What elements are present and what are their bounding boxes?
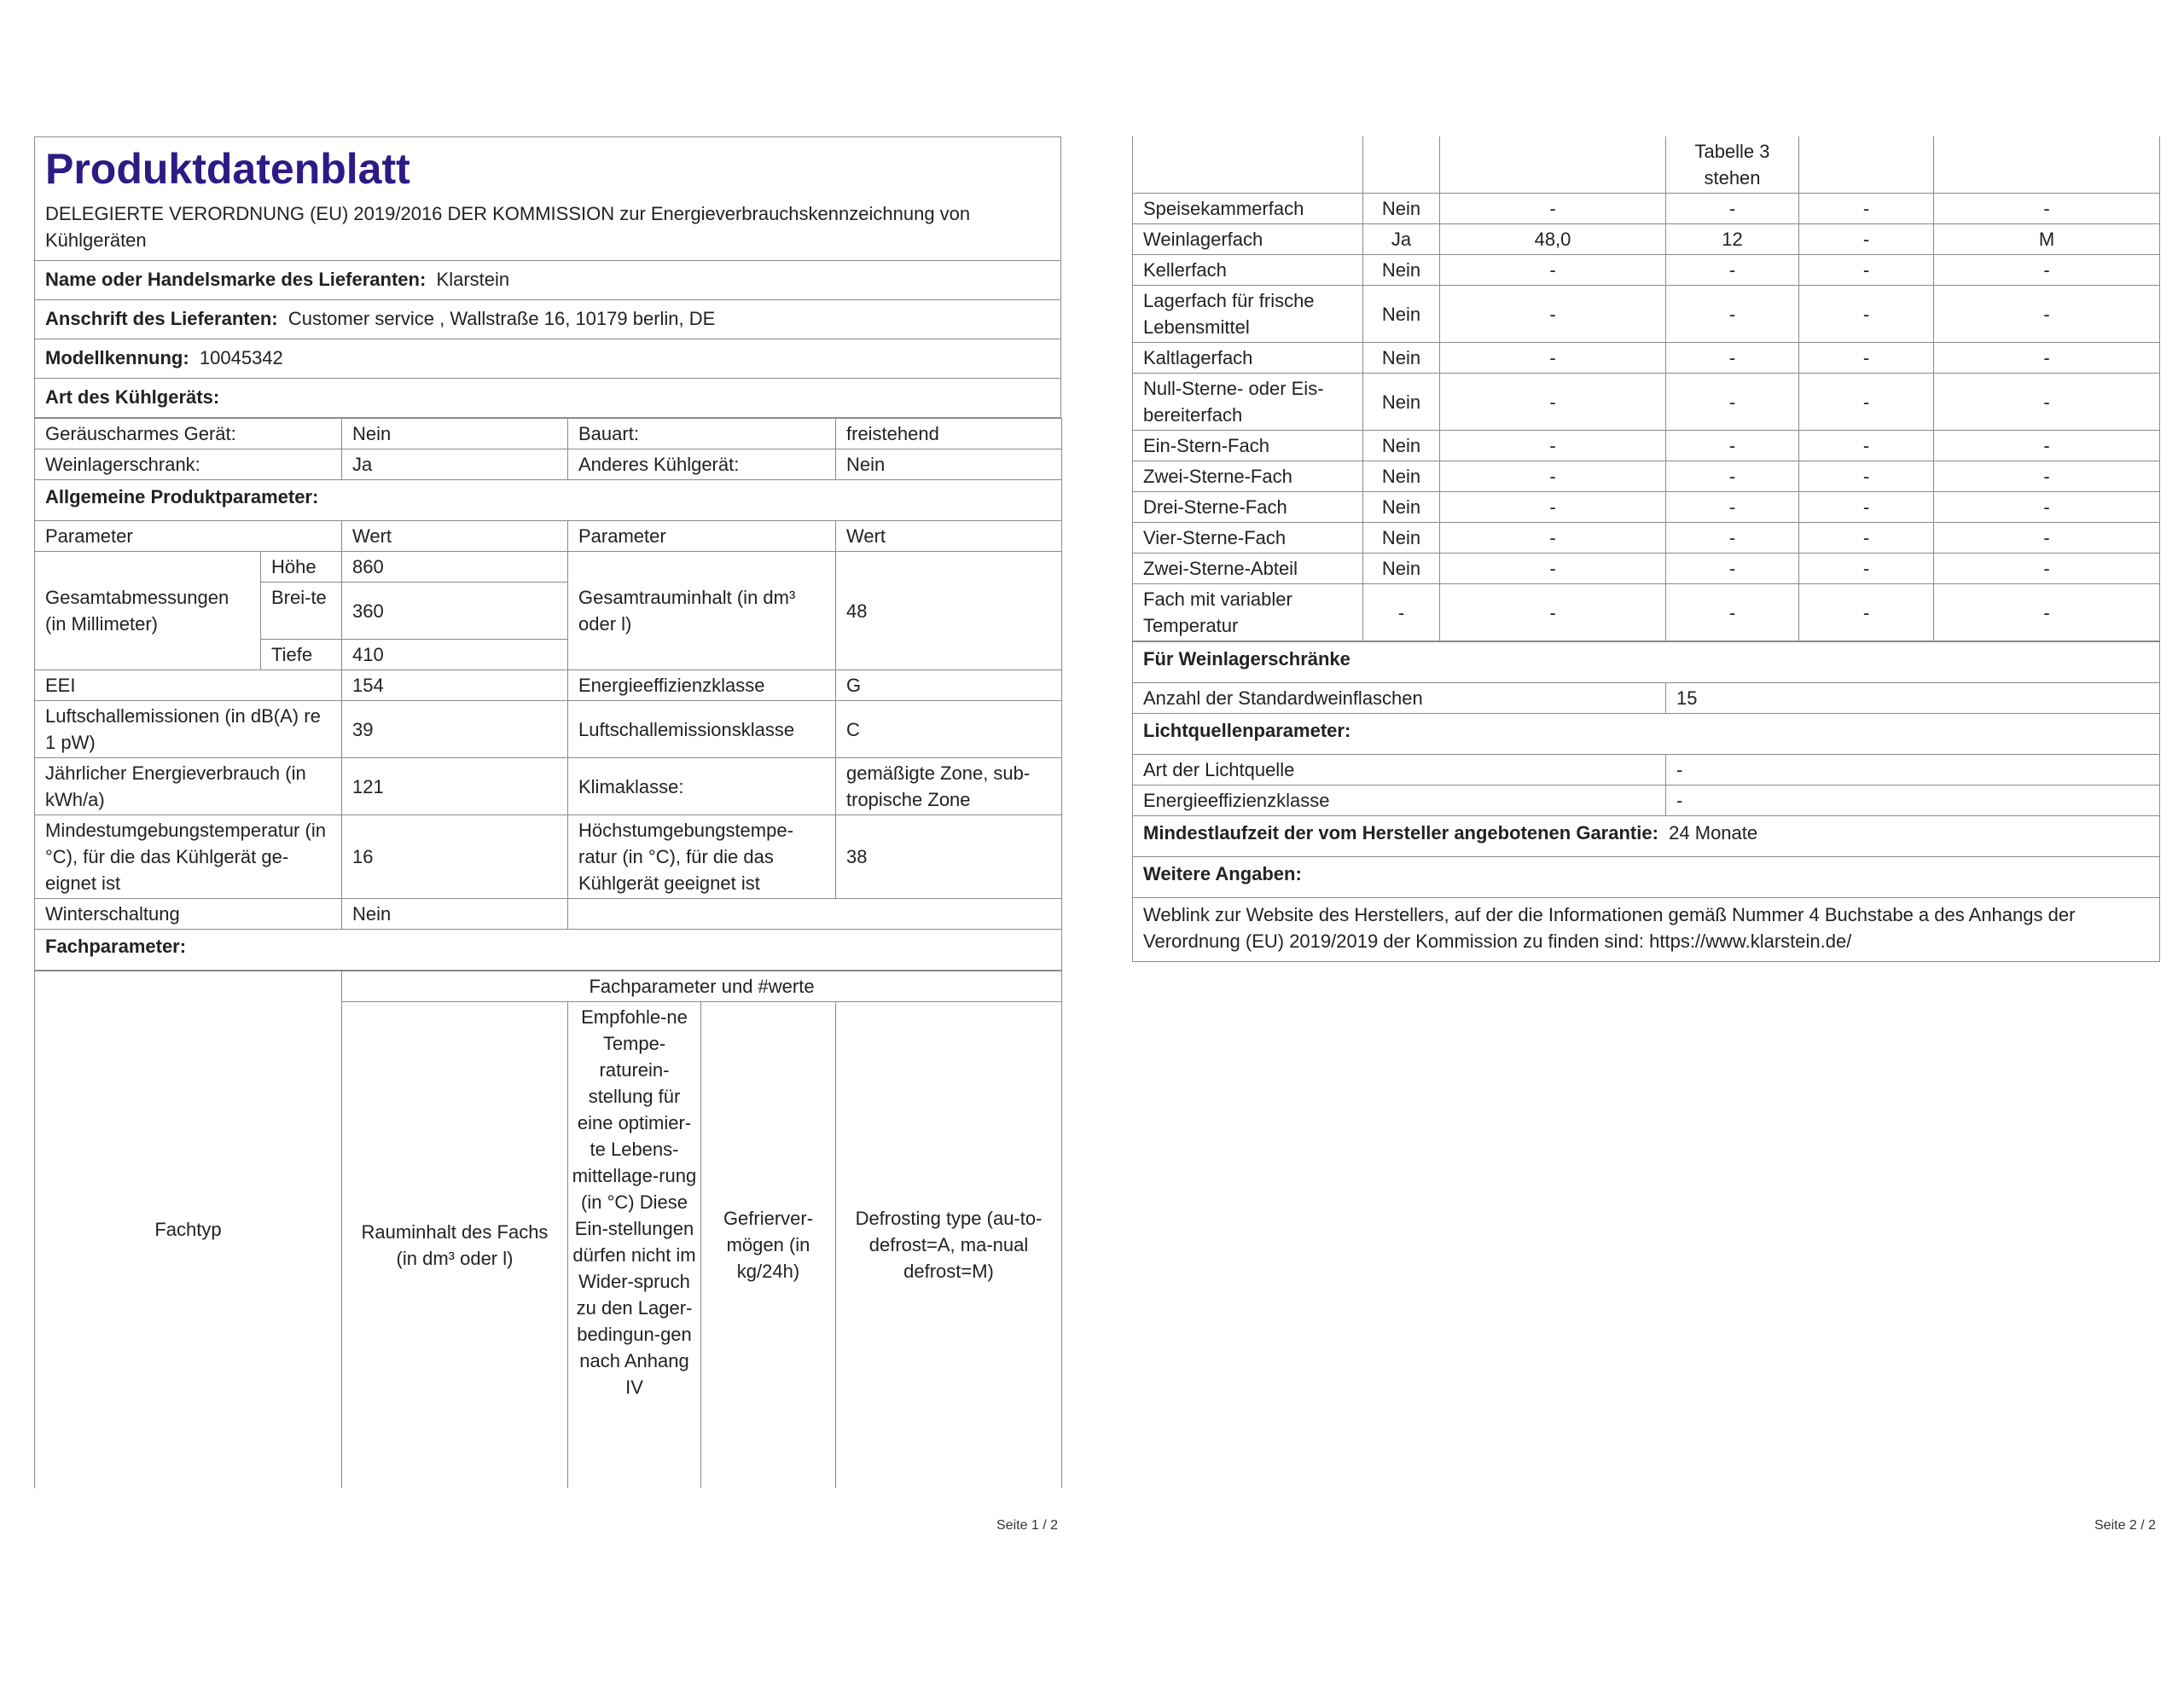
- compartment-present: Nein: [1363, 523, 1440, 554]
- type-label: Weinlagerschrank:: [35, 449, 342, 480]
- compartment-freeze: -: [1799, 554, 1934, 584]
- compartment-name: Null-Sterne- oder Eis-bereiterfach: [1133, 374, 1363, 431]
- compartment-freeze: -: [1799, 286, 1934, 343]
- page-1: [34, 136, 1061, 1488]
- param-label: Luftschallemissionsklasse: [568, 701, 836, 758]
- defrost-header: Defrosting type (au-to-defrost=A, ma-nual defrost=M): [836, 1002, 1062, 1488]
- param-label: Klimaklasse:: [568, 758, 836, 815]
- compartment-volume: -: [1440, 554, 1666, 584]
- compartment-temp: -: [1666, 461, 1799, 492]
- col-header: Parameter: [568, 521, 836, 552]
- compartment-present: Nein: [1363, 374, 1440, 431]
- compartment-defrost: -: [1934, 492, 2160, 523]
- compartment-temp: -: [1666, 584, 1799, 641]
- fach-group-header: Fachparameter und #werte: [342, 971, 1062, 1002]
- compartment-freeze: -: [1799, 255, 1934, 286]
- address-value: Customer service , Wallstraße 16, 10179 berlin, DE: [288, 308, 716, 329]
- compartment-present: Nein: [1363, 492, 1440, 523]
- compartment-temp: -: [1666, 255, 1799, 286]
- light-value: -: [1666, 786, 2160, 816]
- compartment-defrost: -: [1934, 374, 2160, 431]
- compartment-freeze: -: [1799, 224, 1934, 255]
- type-value: Ja: [342, 449, 568, 480]
- dimensions-label: Gesamtabmessungen (in Millimeter): [35, 552, 261, 670]
- compartment-row: [1133, 461, 2160, 492]
- winter-row: [35, 899, 1062, 930]
- compartment-row: [1133, 492, 2160, 523]
- general-table: [34, 418, 1062, 971]
- fachtyp-header: Fachtyp: [35, 971, 342, 1488]
- general-row: [35, 701, 1062, 758]
- page-title: Produktdatenblatt: [45, 145, 410, 193]
- col-header: Wert: [836, 521, 1062, 552]
- col-header: Parameter: [35, 521, 342, 552]
- compartment-row: [1133, 224, 2160, 255]
- compartment-temp: -: [1666, 492, 1799, 523]
- compartment-defrost: -: [1934, 194, 2160, 224]
- param-value: G: [836, 670, 1062, 701]
- compartment-present: Ja: [1363, 224, 1440, 255]
- general-section-title: Allgemeine Produktparameter:: [35, 480, 1062, 521]
- wine-table: [1132, 641, 2160, 962]
- compartment-present: Nein: [1363, 461, 1440, 492]
- param-value: C: [836, 701, 1062, 758]
- compartment-freeze: -: [1799, 343, 1934, 374]
- compartment-present: Nein: [1363, 194, 1440, 224]
- compartment-freeze: -: [1799, 523, 1934, 554]
- compartment-volume: -: [1440, 431, 1666, 461]
- param-value: 16: [342, 815, 568, 899]
- compartment-volume: -: [1440, 492, 1666, 523]
- compartment-present: Nein: [1363, 343, 1440, 374]
- param-value: 38: [836, 815, 1062, 899]
- empty-cell: [1799, 136, 1934, 194]
- param-label: Luftschallemissionen (in dB(A) re 1 pW): [35, 701, 342, 758]
- empty-cell: [1363, 136, 1440, 194]
- compartment-temp: -: [1666, 523, 1799, 554]
- dimension-row: [35, 552, 1062, 583]
- compartment-temp: -: [1666, 431, 1799, 461]
- type-row: [35, 419, 1062, 449]
- light-label: Art der Lichtquelle: [1133, 755, 1666, 786]
- compartment-temp: -: [1666, 374, 1799, 431]
- empty-cell: [1133, 136, 1363, 194]
- wine-row: [1133, 683, 2160, 714]
- more-text: Weblink zur Website des Herstellers, auf der die Informationen gemäß Nummer 4 Buchstabe a des Anhangs der Verordnung (EU) 2019/2019 der Kommission zu finden sind: https://www.klarstein.de/: [1133, 898, 2160, 962]
- compartment-volume: -: [1440, 523, 1666, 554]
- warranty-label: Mindestlaufzeit der vom Hersteller angebotenen Garantie:: [1143, 822, 1658, 844]
- type-section-title: Art des Kühlgeräts:: [35, 379, 1061, 418]
- supplier-label: Name oder Handelsmarke des Lieferanten:: [45, 269, 427, 290]
- compartment-defrost: -: [1934, 431, 2160, 461]
- compartment-defrost: -: [1934, 255, 2160, 286]
- compartment-present: Nein: [1363, 255, 1440, 286]
- param-value: 121: [342, 758, 568, 815]
- compartment-volume: -: [1440, 194, 1666, 224]
- compartment-row: [1133, 374, 2160, 431]
- empty-cell: [1934, 136, 2160, 194]
- winter-value: Nein: [342, 899, 568, 930]
- page-number-2: Seite 2 / 2: [2094, 1518, 2157, 1533]
- light-row: [1133, 755, 2160, 786]
- compartment-defrost: M: [1934, 224, 2160, 255]
- type-value: freistehend: [836, 419, 1062, 449]
- volume-header: Rauminhalt des Fachs (in dm³ oder l): [342, 1002, 568, 1488]
- wine-section-title: Für Weinlagerschränke: [1133, 642, 2160, 683]
- type-label: Bauart:: [568, 419, 836, 449]
- compartment-freeze: -: [1799, 492, 1934, 523]
- winter-label: Winterschaltung: [35, 899, 342, 930]
- param-label: Jährlicher Energieverbrauch (in kWh/a): [35, 758, 342, 815]
- model-label: Modellkennung:: [45, 347, 189, 368]
- dimension-name: Höhe: [261, 552, 342, 583]
- compartment-defrost: -: [1934, 343, 2160, 374]
- compartment-freeze: -: [1799, 431, 1934, 461]
- compartment-volume: -: [1440, 584, 1666, 641]
- compartment-present: Nein: [1363, 431, 1440, 461]
- general-row: [35, 670, 1062, 701]
- regulation-text: DELEGIERTE VERORDNUNG (EU) 2019/2016 DER KOMMISSION zur Energieverbrauchskennzeichnung von Kühlgeräten: [45, 203, 971, 251]
- empty-cell: [1440, 136, 1666, 194]
- light-row: [1133, 786, 2160, 816]
- compartment-defrost: -: [1934, 554, 2160, 584]
- compartment-section-title: Fachparameter:: [35, 930, 1062, 971]
- compartment-defrost: -: [1934, 523, 2160, 554]
- compartment-table: [1132, 136, 2160, 641]
- compartment-name: Zwei-Sterne-Abteil: [1133, 554, 1363, 584]
- freeze-header: Gefrierver-mögen (in kg/24h): [701, 1002, 836, 1488]
- compartment-temp: -: [1666, 194, 1799, 224]
- compartment-temp: -: [1666, 286, 1799, 343]
- type-value: Nein: [836, 449, 1062, 480]
- compartment-header-table: [34, 971, 1062, 1488]
- compartment-name: Kellerfach: [1133, 255, 1363, 286]
- dimension-name: Brei-te: [261, 583, 342, 640]
- compartment-row: [1133, 194, 2160, 224]
- general-row: [35, 758, 1062, 815]
- address-label: Anschrift des Lieferanten:: [45, 308, 278, 329]
- compartment-temp: 12: [1666, 224, 1799, 255]
- wine-bottles-label: Anzahl der Standardweinflaschen: [1133, 683, 1666, 714]
- empty-cell: [568, 899, 1062, 930]
- compartment-freeze: -: [1799, 461, 1934, 492]
- compartment-row: [1133, 286, 2160, 343]
- compartment-present: Nein: [1363, 554, 1440, 584]
- param-value: 39: [342, 701, 568, 758]
- compartment-row: [1133, 431, 2160, 461]
- compartment-name: Ein-Stern-Fach: [1133, 431, 1363, 461]
- compartment-name: Drei-Sterne-Fach: [1133, 492, 1363, 523]
- wine-bottles-value: 15: [1666, 683, 2160, 714]
- type-row: [35, 449, 1062, 480]
- light-section-title: Lichtquellenparameter:: [1133, 714, 2160, 755]
- param-label: Höchstumgebungstempe-ratur (in °C), für die das Kühlgerät geeignet ist: [568, 815, 836, 899]
- compartment-name: Vier-Sterne-Fach: [1133, 523, 1363, 554]
- temp-header-cont: Tabelle 3 stehen: [1666, 136, 1799, 194]
- compartment-temp: -: [1666, 554, 1799, 584]
- col-header: Wert: [342, 521, 568, 552]
- param-label: Energieeffizienzklasse: [568, 670, 836, 701]
- compartment-row: [1133, 523, 2160, 554]
- compartment-volume: -: [1440, 374, 1666, 431]
- page-number-1: Seite 1 / 2: [996, 1518, 1059, 1533]
- param-label: Mindestumgebungstemperatur (in °C), für die das Kühlgerät ge-eignet ist: [35, 815, 342, 899]
- volume-label: Gesamtrauminhalt (in dm³ oder l): [568, 552, 836, 670]
- compartment-present: Nein: [1363, 286, 1440, 343]
- volume-value: 48: [836, 552, 1062, 670]
- compartment-name: Zwei-Sterne-Fach: [1133, 461, 1363, 492]
- compartment-name: Kaltlagerfach: [1133, 343, 1363, 374]
- page-2: [1132, 136, 2159, 962]
- warranty-value: 24 Monate: [1669, 822, 1758, 844]
- temp-header: Empfohle-ne Tempe-raturein-stellung für eine optimier-te Lebens-mittellage-rung (in °C) Diese Ein-stellungen dürfen nicht im Wider-spruch zu den Lager-bedingun-gen nach Anhang IV: [568, 1002, 701, 1488]
- compartment-name: Fach mit variabler Temperatur: [1133, 584, 1363, 641]
- compartment-volume: 48,0: [1440, 224, 1666, 255]
- compartment-volume: -: [1440, 461, 1666, 492]
- compartment-row: [1133, 584, 2160, 641]
- compartment-defrost: -: [1934, 461, 2160, 492]
- compartment-temp: -: [1666, 343, 1799, 374]
- general-row: [35, 815, 1062, 899]
- model-value: 10045342: [199, 347, 283, 368]
- param-value: gemäßigte Zone, sub-tropische Zone: [836, 758, 1062, 815]
- compartment-defrost: -: [1934, 584, 2160, 641]
- compartment-freeze: -: [1799, 584, 1934, 641]
- compartment-row: [1133, 255, 2160, 286]
- dimension-value: 410: [342, 640, 568, 670]
- type-label: Anderes Kühlgerät:: [568, 449, 836, 480]
- compartment-volume: -: [1440, 286, 1666, 343]
- compartment-row: [1133, 554, 2160, 584]
- param-value: 154: [342, 670, 568, 701]
- header-table: [34, 136, 1061, 418]
- compartment-present: -: [1363, 584, 1440, 641]
- general-header-row: [35, 521, 1062, 552]
- dimension-name: Tiefe: [261, 640, 342, 670]
- compartment-volume: -: [1440, 343, 1666, 374]
- dimension-value: 860: [342, 552, 568, 583]
- compartment-name: Lagerfach für frische Lebensmittel: [1133, 286, 1363, 343]
- compartment-freeze: -: [1799, 374, 1934, 431]
- supplier-value: Klarstein: [436, 269, 510, 290]
- dimension-value: 360: [342, 583, 568, 640]
- compartment-freeze: -: [1799, 194, 1934, 224]
- param-label: EEI: [35, 670, 342, 701]
- more-section-title: Weitere Angaben:: [1133, 857, 2160, 898]
- compartment-row: [1133, 343, 2160, 374]
- compartment-volume: -: [1440, 255, 1666, 286]
- compartment-name: Speisekammerfach: [1133, 194, 1363, 224]
- light-value: -: [1666, 755, 2160, 786]
- compartment-name: Weinlagerfach: [1133, 224, 1363, 255]
- type-value: Nein: [342, 419, 568, 449]
- compartment-defrost: -: [1934, 286, 2160, 343]
- light-label: Energieeffizienzklasse: [1133, 786, 1666, 816]
- type-label: Geräuscharmes Gerät:: [35, 419, 342, 449]
